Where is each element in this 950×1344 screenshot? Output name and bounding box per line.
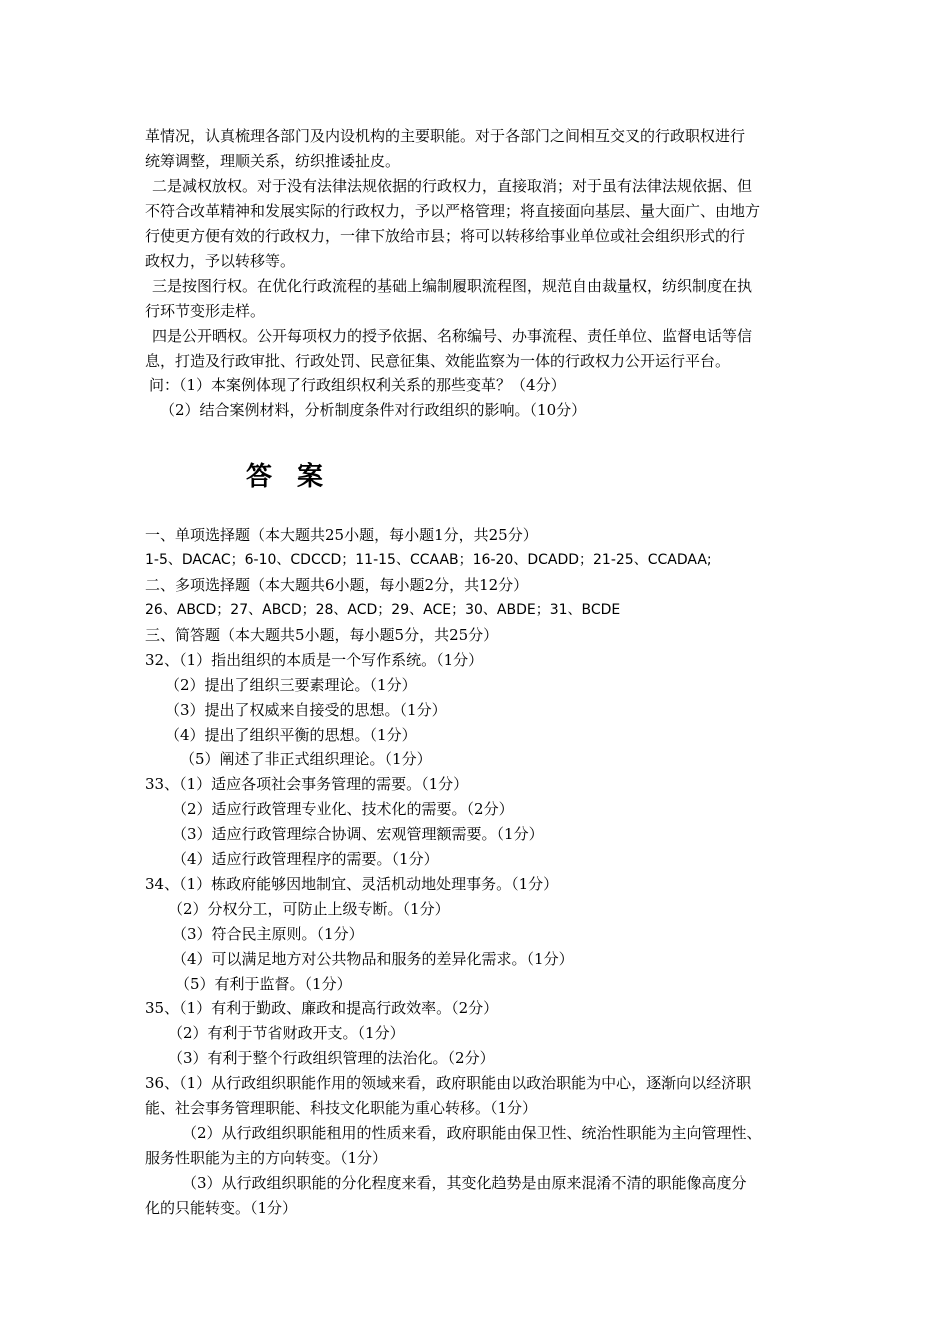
answer-line: 能、社会事务管理职能、科技文化职能为重心转移。（1分）	[145, 1099, 538, 1117]
answer-line: （3）从行政组织职能的分化程度来看，其变化趋势是由原来混淆不清的职能像高度分	[182, 1174, 747, 1192]
case-text-line: 二是减权放权。对于没有法律法规依据的行政权力，直接取消；对于虽有法律法规依据、但	[152, 177, 753, 195]
question-line: （2）结合案例材料，分析制度条件对行政组织的影响。（10分）	[160, 401, 587, 419]
answer-line: 36、（1）从行政组织职能作用的领域来看，政府职能由以政治职能为中心，逐渐向以经济职	[145, 1074, 752, 1092]
answer-line: （5）有利于监督。（1分）	[175, 975, 352, 993]
answer-section-heading: 三、简答题（本大题共5小题，每小题5分，共25分）	[145, 626, 499, 644]
answer-line: （3）适应行政管理综合协调、宏观管理额需要。（1分）	[172, 825, 544, 843]
answer-title: 答 案	[246, 462, 332, 492]
answer-section-heading: 一、单项选择题（本大题共25小题，每小题1分，共25分）	[145, 526, 538, 544]
case-text-line: 行环节变形走样。	[145, 302, 266, 320]
answer-line: 35、（1）有利于勤政、廉政和提高行政效率。（2分）	[145, 999, 499, 1017]
answer-line: 化的只能转变。（1分）	[145, 1199, 298, 1217]
answer-line: 服务性职能为主的方向转变。（1分）	[145, 1149, 388, 1167]
answer-line: 34、（1）栋政府能够因地制宜、灵活机动地处理事务。（1分）	[145, 875, 559, 893]
answer-line: （4）提出了组织平衡的思想。（1分）	[165, 726, 417, 744]
answer-line: 32、（1）指出组织的本质是一个写作系统。（1分）	[145, 651, 484, 669]
answer-line: （2）从行政组织职能租用的性质来看，政府职能由保卫性、统治性职能为主向管理性、	[182, 1124, 762, 1142]
answer-line: （5）阐述了非正式组织理论。（1分）	[180, 750, 432, 768]
case-text-line: 政权力，予以转移等。	[145, 252, 296, 270]
case-text-line: 息，打造及行政审批、行政处罚、民意征集、效能监察为一体的行政权力公开运行平台。	[145, 352, 731, 370]
case-text-line: 三是按图行权。在优化行政流程的基础上编制履职流程图，规范自由裁量权，纺织制度在执	[152, 277, 753, 295]
question-line: 问：（1）本案例体现了行政组织权利关系的那些变革？（4分）	[149, 376, 566, 394]
answer-line: （4）可以满足地方对公共物品和服务的差异化需求。（1分）	[172, 950, 574, 968]
answer-line: 33、（1）适应各项社会事务管理的需要。（1分）	[145, 775, 469, 793]
answer-line: （2）适应行政管理专业化、技术化的需要。（2分）	[172, 800, 514, 818]
answer-section-heading: 二、多项选择题（本大题共6小题，每小题2分，共12分）	[145, 576, 529, 594]
answer-line: （3）符合民主原则。（1分）	[172, 925, 364, 943]
answer-line: 26、ABCD；27、ABCD；28、ACD；29、ACE；30、ABDE；31、BCDE	[145, 602, 621, 618]
answer-line: （2）分权分工，可防止上级专断。（1分）	[168, 900, 450, 918]
case-text-line: 统筹调整，理顺关系，纺织推诿扯皮。	[145, 152, 401, 170]
answer-line: （3）提出了权威来自接受的思想。（1分）	[165, 701, 447, 719]
answer-line: （2）提出了组织三要素理论。（1分）	[165, 676, 417, 694]
case-text-line: 四是公开晒权。公开每项权力的授予依据、名称编号、办事流程、责任单位、监督电话等信	[152, 327, 753, 345]
case-text-line: 行使更方便有效的行政权力，一律下放给市县；将可以转移给事业单位或社会组织形式的行	[145, 227, 746, 245]
case-text-line: 革情况，认真梳理各部门及内设机构的主要职能。对于各部门之间相互交叉的行政职权进行	[145, 127, 746, 145]
answer-line: （4）适应行政管理程序的需要。（1分）	[172, 850, 439, 868]
case-text-line: 不符合改革精神和发展实际的行政权力，予以严格管理；将直接面向基层、量大面广、由地方	[145, 202, 761, 220]
answer-line: （3）有利于整个行政组织管理的法治化。（2分）	[168, 1049, 495, 1067]
answer-line: （2）有利于节省财政开支。（1分）	[168, 1024, 405, 1042]
answer-line: 1-5、DACAC；6-10、CDCCD；11-15、CCAAB；16-20、DCADD；21-25、CCADAA;	[145, 552, 712, 568]
